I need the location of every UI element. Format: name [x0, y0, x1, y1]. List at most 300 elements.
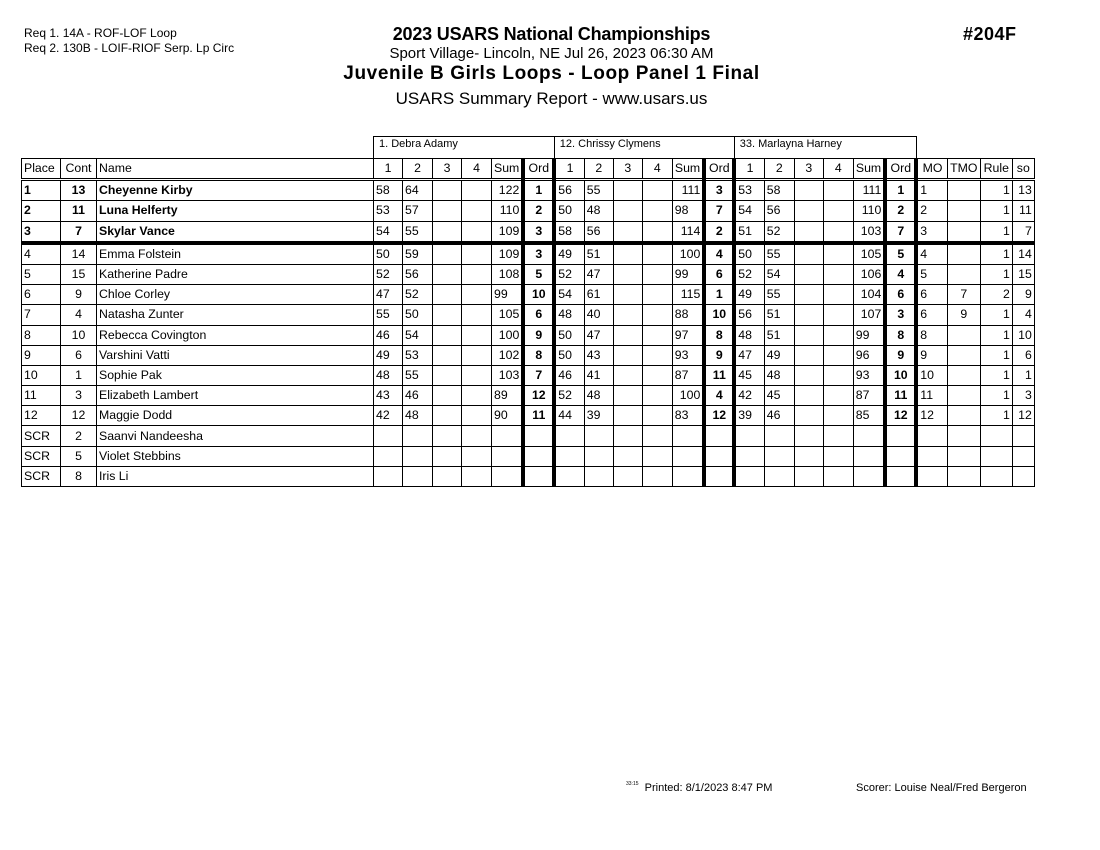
mo-cell [916, 426, 947, 446]
tmo-cell [947, 345, 980, 365]
judge-1-sum [492, 426, 524, 446]
judge-3-ordinal: 10 [885, 365, 916, 385]
judge-3-score-1: 54 [734, 201, 764, 221]
judge-1-score-2: 52 [403, 285, 433, 305]
competition-title: 2023 USARS National Championships [392, 24, 711, 44]
judge-3-ordinal: 9 [885, 345, 916, 365]
judge-2-score-4 [642, 426, 672, 446]
col-header-j1-sum: Sum [492, 159, 524, 180]
judge-3-score-4 [823, 201, 853, 221]
judge-2-score-3 [613, 386, 642, 406]
judge-1-score-4 [462, 365, 492, 385]
tmo-cell [947, 426, 980, 446]
contestant-number-cell: 9 [61, 285, 97, 305]
mo-cell: 5 [916, 264, 947, 284]
judge-2-ordinal [704, 466, 734, 486]
col-header-rule: Rule [980, 159, 1012, 180]
judge-3-score-2: 52 [764, 221, 794, 243]
judge-1-score-4 [462, 243, 492, 265]
judge-3-score-3 [794, 180, 823, 201]
judge-3-score-2 [764, 446, 794, 466]
judge-3-sum [853, 466, 885, 486]
judge-3-score-1: 39 [734, 406, 764, 426]
judge-2-score-4 [642, 264, 672, 284]
col-header-j1-4: 4 [462, 159, 492, 180]
event-number: #204F [963, 24, 1017, 44]
judge-2-score-1: 46 [554, 365, 584, 385]
event-title: Juvenile B Girls Loops - Loop Panel 1 Final [343, 63, 760, 84]
rule-cell [980, 466, 1012, 486]
judge-2-sum: 111 [672, 180, 704, 201]
skater-name-cell: Rebecca Covington [97, 325, 374, 345]
judge-3-sum: 85 [853, 406, 885, 426]
judge-2-score-3 [613, 180, 642, 201]
judge-1-ordinal: 1 [523, 180, 554, 201]
rule-cell: 1 [980, 406, 1012, 426]
judge-1-score-1 [374, 466, 403, 486]
judge-1-score-2: 55 [403, 221, 433, 243]
judge-2-ordinal: 11 [704, 365, 734, 385]
judge-2-ordinal: 2 [704, 221, 734, 243]
judge-2-sum: 83 [672, 406, 704, 426]
tmo-cell [947, 180, 980, 201]
judge-1-score-4 [462, 201, 492, 221]
col-header-j3-3: 3 [794, 159, 823, 180]
so-cell: 6 [1012, 345, 1034, 365]
table-row [22, 221, 1035, 243]
judge-1-score-1: 42 [374, 406, 403, 426]
judge-2-score-3 [613, 285, 642, 305]
judge-1-score-2: 50 [403, 305, 433, 325]
judge-2-score-2: 55 [584, 180, 613, 201]
place-cell: 6 [22, 285, 61, 305]
col-header-j2-4: 4 [642, 159, 672, 180]
judge-1-sum: 105 [492, 305, 524, 325]
col-header-j3-1: 1 [734, 159, 764, 180]
judge-1-ordinal: 8 [523, 345, 554, 365]
judge-1-score-1: 53 [374, 201, 403, 221]
judge-1-score-3 [433, 365, 462, 385]
print-code: 33:15 [626, 781, 639, 787]
judge-1-ordinal: 6 [523, 305, 554, 325]
judge-3-sum: 111 [853, 180, 885, 201]
judge-1-score-1: 58 [374, 180, 403, 201]
judge-1-ordinal: 5 [523, 264, 554, 284]
contestant-number-cell: 14 [61, 243, 97, 265]
judge-1-sum: 109 [492, 221, 524, 243]
judge-3-score-3 [794, 365, 823, 385]
tmo-cell [947, 446, 980, 466]
table-row [22, 264, 1035, 284]
judge-2-score-2: 39 [584, 406, 613, 426]
judge-2-sum: 87 [672, 365, 704, 385]
judge-2-score-4 [642, 285, 672, 305]
judge-2-score-1: 58 [554, 221, 584, 243]
col-header-j1-3: 3 [433, 159, 462, 180]
contestant-number-cell: 1 [61, 365, 97, 385]
judge-2-score-4 [642, 201, 672, 221]
judge-1-ordinal [523, 466, 554, 486]
judge-1-score-2: 53 [403, 345, 433, 365]
judge-2-score-2: 47 [584, 264, 613, 284]
col-header-j3-ord: Ord [885, 159, 916, 180]
judge-1-score-4 [462, 386, 492, 406]
judge-3-score-3 [794, 243, 823, 265]
judge-3-ordinal: 4 [885, 264, 916, 284]
mo-cell [916, 466, 947, 486]
tmo-cell [947, 466, 980, 486]
judge-2-score-2: 40 [584, 305, 613, 325]
judge-3-score-3 [794, 406, 823, 426]
judge-1-score-1: 43 [374, 386, 403, 406]
judge-3-sum: 104 [853, 285, 885, 305]
judge-2-sum: 99 [672, 264, 704, 284]
mo-cell: 6 [916, 305, 947, 325]
judge-3-score-3 [794, 446, 823, 466]
tmo-cell: 7 [947, 285, 980, 305]
contestant-number-cell: 4 [61, 305, 97, 325]
judge-3-score-2 [764, 426, 794, 446]
judge-2-sum: 88 [672, 305, 704, 325]
judge-3-score-4 [823, 345, 853, 365]
judge-3-score-2: 55 [764, 243, 794, 265]
judge-1-score-4 [462, 426, 492, 446]
judge-2-score-3 [613, 406, 642, 426]
judge-3-sum: 106 [853, 264, 885, 284]
judge-1-ordinal: 3 [523, 221, 554, 243]
judge-3-ordinal [885, 446, 916, 466]
judge-3-score-1: 47 [734, 345, 764, 365]
judge-1-label: 1. Debra Adamy [374, 137, 555, 159]
judge-2-score-4 [642, 446, 672, 466]
judge-2-sum [672, 466, 704, 486]
table-row [22, 406, 1035, 426]
judge-3-sum: 110 [853, 201, 885, 221]
judge-3-score-4 [823, 446, 853, 466]
judge-3-score-1 [734, 446, 764, 466]
col-header-so: so [1012, 159, 1034, 180]
judge-2-score-2: 51 [584, 243, 613, 265]
judge-1-score-4 [462, 325, 492, 345]
judge-3-score-1: 53 [734, 180, 764, 201]
judge-2-score-4 [642, 221, 672, 243]
scorer-credit: Scorer: Louise Neal/Fred Bergeron [856, 782, 1027, 794]
judge-2-score-2: 56 [584, 221, 613, 243]
judge-3-ordinal: 3 [885, 305, 916, 325]
judge-3-score-3 [794, 466, 823, 486]
judge-1-score-3 [433, 325, 462, 345]
judge-3-ordinal: 1 [885, 180, 916, 201]
judge-2-ordinal: 3 [704, 180, 734, 201]
col-header-j1-2: 2 [403, 159, 433, 180]
place-cell: 1 [22, 180, 61, 201]
judge-3-score-4 [823, 243, 853, 265]
judge-2-score-1: 52 [554, 264, 584, 284]
judge-2-score-2: 41 [584, 365, 613, 385]
judge-2-score-2 [584, 446, 613, 466]
judge-1-score-2 [403, 446, 433, 466]
place-cell: 11 [22, 386, 61, 406]
judge-2-ordinal: 1 [704, 285, 734, 305]
judge-1-score-1 [374, 426, 403, 446]
tmo-cell [947, 221, 980, 243]
table-row [22, 201, 1035, 221]
judge-1-score-2: 57 [403, 201, 433, 221]
rule-cell: 1 [980, 345, 1012, 365]
skater-name-cell: Varshini Vatti [97, 345, 374, 365]
judge-2-score-1: 49 [554, 243, 584, 265]
contestant-number-cell: 10 [61, 325, 97, 345]
printed-label: Printed: 8/1/2023 8:47 PM [644, 782, 773, 794]
judge-3-score-2: 54 [764, 264, 794, 284]
rule-cell: 1 [980, 305, 1012, 325]
skater-name-cell: Luna Helferty [97, 201, 374, 221]
judge-3-score-2: 49 [764, 345, 794, 365]
place-cell: 4 [22, 243, 61, 265]
judge-2-score-1: 48 [554, 305, 584, 325]
judge-1-ordinal [523, 426, 554, 446]
judge-3-score-4 [823, 221, 853, 243]
table-row [22, 365, 1035, 385]
report-subtitle: USARS Summary Report - www.usars.us [395, 89, 708, 108]
judge-1-sum: 90 [492, 406, 524, 426]
col-header-j1-ord: Ord [523, 159, 554, 180]
judge-2-sum: 97 [672, 325, 704, 345]
requirement-2: Req 2. 130B - LOIF-RIOF Serp. Lp Circ [24, 41, 235, 55]
so-cell [1012, 446, 1034, 466]
skater-name-cell: Sophie Pak [97, 365, 374, 385]
table-row [22, 345, 1035, 365]
judge-3-score-2: 58 [764, 180, 794, 201]
judge-3-score-3 [794, 305, 823, 325]
judge-2-score-2: 47 [584, 325, 613, 345]
col-header-j3-sum: Sum [853, 159, 885, 180]
judge-2-score-1 [554, 446, 584, 466]
judge-3-sum: 99 [853, 325, 885, 345]
contestant-number-cell: 6 [61, 345, 97, 365]
judge-1-score-1: 52 [374, 264, 403, 284]
skater-name-cell: Violet Stebbins [97, 446, 374, 466]
judge-3-score-4 [823, 264, 853, 284]
judge-1-score-4 [462, 305, 492, 325]
place-cell: 9 [22, 345, 61, 365]
judge-1-score-3 [433, 466, 462, 486]
col-header-mo: MO [916, 159, 947, 180]
judge-1-score-1: 54 [374, 221, 403, 243]
judge-1-score-2 [403, 466, 433, 486]
judge-1-score-2: 64 [403, 180, 433, 201]
judge-3-score-2: 55 [764, 285, 794, 305]
col-header-j2-ord: Ord [704, 159, 734, 180]
judge-1-ordinal: 12 [523, 386, 554, 406]
judge-1-sum [492, 466, 524, 486]
judge-2-score-3 [613, 446, 642, 466]
judge-1-score-2: 48 [403, 406, 433, 426]
judge-3-score-1: 52 [734, 264, 764, 284]
rule-cell [980, 426, 1012, 446]
table-row [22, 426, 1035, 446]
judge-2-ordinal [704, 426, 734, 446]
judge-3-score-2 [764, 466, 794, 486]
contestant-number-cell: 3 [61, 386, 97, 406]
printed-timestamp [626, 782, 772, 794]
judge-3-score-2: 51 [764, 305, 794, 325]
judge-2-score-4 [642, 406, 672, 426]
judge-2-score-2 [584, 426, 613, 446]
skater-name-cell: Maggie Dodd [97, 406, 374, 426]
judge-1-score-3 [433, 285, 462, 305]
judge-2-sum: 115 [672, 285, 704, 305]
judge-3-score-2: 46 [764, 406, 794, 426]
judge-3-score-1 [734, 466, 764, 486]
place-cell: 12 [22, 406, 61, 426]
judge-3-score-4 [823, 180, 853, 201]
judge-3-label: 33. Marlayna Harney [734, 137, 916, 159]
judge-3-score-1: 42 [734, 386, 764, 406]
judge-2-score-3 [613, 365, 642, 385]
skater-name-cell: Emma Folstein [97, 243, 374, 265]
judge-3-sum: 93 [853, 365, 885, 385]
so-cell: 9 [1012, 285, 1034, 305]
judge-2-sum: 100 [672, 386, 704, 406]
judge-3-score-2: 56 [764, 201, 794, 221]
col-header-j3-4: 4 [823, 159, 853, 180]
tmo-cell: 9 [947, 305, 980, 325]
judge-3-sum: 87 [853, 386, 885, 406]
judge-2-score-2: 61 [584, 285, 613, 305]
mo-cell: 11 [916, 386, 947, 406]
judge-3-score-3 [794, 386, 823, 406]
judge-1-score-1: 49 [374, 345, 403, 365]
rule-cell: 2 [980, 285, 1012, 305]
judge-3-ordinal: 2 [885, 201, 916, 221]
judge-2-score-1: 44 [554, 406, 584, 426]
venue-date-line: Sport Village- Lincoln, NE Jul 26, 2023 06:30 AM [389, 45, 714, 62]
rule-cell: 1 [980, 325, 1012, 345]
judge-1-sum: 108 [492, 264, 524, 284]
tmo-cell [947, 243, 980, 265]
judge-1-score-3 [433, 180, 462, 201]
judge-2-score-4 [642, 345, 672, 365]
judge-2-sum: 93 [672, 345, 704, 365]
judge-3-score-3 [794, 264, 823, 284]
judge-2-score-3 [613, 325, 642, 345]
tmo-cell [947, 365, 980, 385]
skater-name-cell: Elizabeth Lambert [97, 386, 374, 406]
contestant-number-cell: 12 [61, 406, 97, 426]
place-cell: 3 [22, 221, 61, 243]
judge-1-score-2 [403, 426, 433, 446]
rule-cell: 1 [980, 264, 1012, 284]
col-header-cont: Cont [61, 159, 97, 180]
judge-1-score-1: 47 [374, 285, 403, 305]
judge-1-score-2: 56 [403, 264, 433, 284]
so-cell [1012, 426, 1034, 446]
judge-1-score-3 [433, 386, 462, 406]
judge-3-score-4 [823, 386, 853, 406]
mo-cell: 3 [916, 221, 947, 243]
contestant-number-cell: 7 [61, 221, 97, 243]
judge-1-ordinal: 7 [523, 365, 554, 385]
rule-cell: 1 [980, 243, 1012, 265]
contestant-number-cell: 15 [61, 264, 97, 284]
judge-1-score-1: 50 [374, 243, 403, 265]
skater-name-cell: Skylar Vance [97, 221, 374, 243]
judge-3-score-4 [823, 325, 853, 345]
judge-3-sum [853, 446, 885, 466]
judge-1-score-3 [433, 426, 462, 446]
judge-2-score-4 [642, 305, 672, 325]
judge-2-ordinal: 6 [704, 264, 734, 284]
judge-3-score-4 [823, 426, 853, 446]
tmo-cell [947, 406, 980, 426]
judge-2-score-4 [642, 243, 672, 265]
judge-2-ordinal: 7 [704, 201, 734, 221]
skater-name-cell: Chloe Corley [97, 285, 374, 305]
judge-1-score-1: 46 [374, 325, 403, 345]
col-header-j2-1: 1 [554, 159, 584, 180]
judge-1-score-2: 54 [403, 325, 433, 345]
rule-cell: 1 [980, 365, 1012, 385]
judge-3-score-3 [794, 345, 823, 365]
so-cell: 15 [1012, 264, 1034, 284]
judge-1-score-4 [462, 285, 492, 305]
so-cell: 13 [1012, 180, 1034, 201]
judge-2-score-3 [613, 264, 642, 284]
judge-1-sum: 89 [492, 386, 524, 406]
judge-2-ordinal: 8 [704, 325, 734, 345]
judge-2-sum: 100 [672, 243, 704, 265]
judge-2-label: 12. Chrissy Clymens [554, 137, 734, 159]
judge-2-score-4 [642, 466, 672, 486]
column-header-row [22, 159, 1035, 180]
contestant-number-cell: 5 [61, 446, 97, 466]
judge-header-row [22, 137, 1035, 159]
judge-2-score-3 [613, 221, 642, 243]
so-cell: 1 [1012, 365, 1034, 385]
place-cell: 8 [22, 325, 61, 345]
judge-1-score-3 [433, 243, 462, 265]
col-header-j3-2: 2 [764, 159, 794, 180]
judge-2-score-1: 56 [554, 180, 584, 201]
place-cell: SCR [22, 426, 61, 446]
col-header-tmo: TMO [947, 159, 980, 180]
contestant-number-cell: 2 [61, 426, 97, 446]
judge-2-sum [672, 426, 704, 446]
judge-1-sum: 99 [492, 285, 524, 305]
col-header-j2-2: 2 [584, 159, 613, 180]
judge-3-score-3 [794, 426, 823, 446]
judge-3-score-1: 50 [734, 243, 764, 265]
judge-1-score-4 [462, 345, 492, 365]
judge-3-score-2: 51 [764, 325, 794, 345]
contestant-number-cell: 8 [61, 466, 97, 486]
judge-3-sum: 105 [853, 243, 885, 265]
judge-3-score-4 [823, 406, 853, 426]
place-cell: 5 [22, 264, 61, 284]
judge-3-ordinal: 7 [885, 221, 916, 243]
judge-1-ordinal: 2 [523, 201, 554, 221]
rule-cell [980, 446, 1012, 466]
judge-3-score-3 [794, 221, 823, 243]
rule-cell: 1 [980, 201, 1012, 221]
judge-2-score-1: 50 [554, 345, 584, 365]
judge-2-score-3 [613, 305, 642, 325]
judge-2-ordinal: 10 [704, 305, 734, 325]
judge-1-sum: 102 [492, 345, 524, 365]
col-header-j2-3: 3 [613, 159, 642, 180]
judge-3-score-1: 45 [734, 365, 764, 385]
